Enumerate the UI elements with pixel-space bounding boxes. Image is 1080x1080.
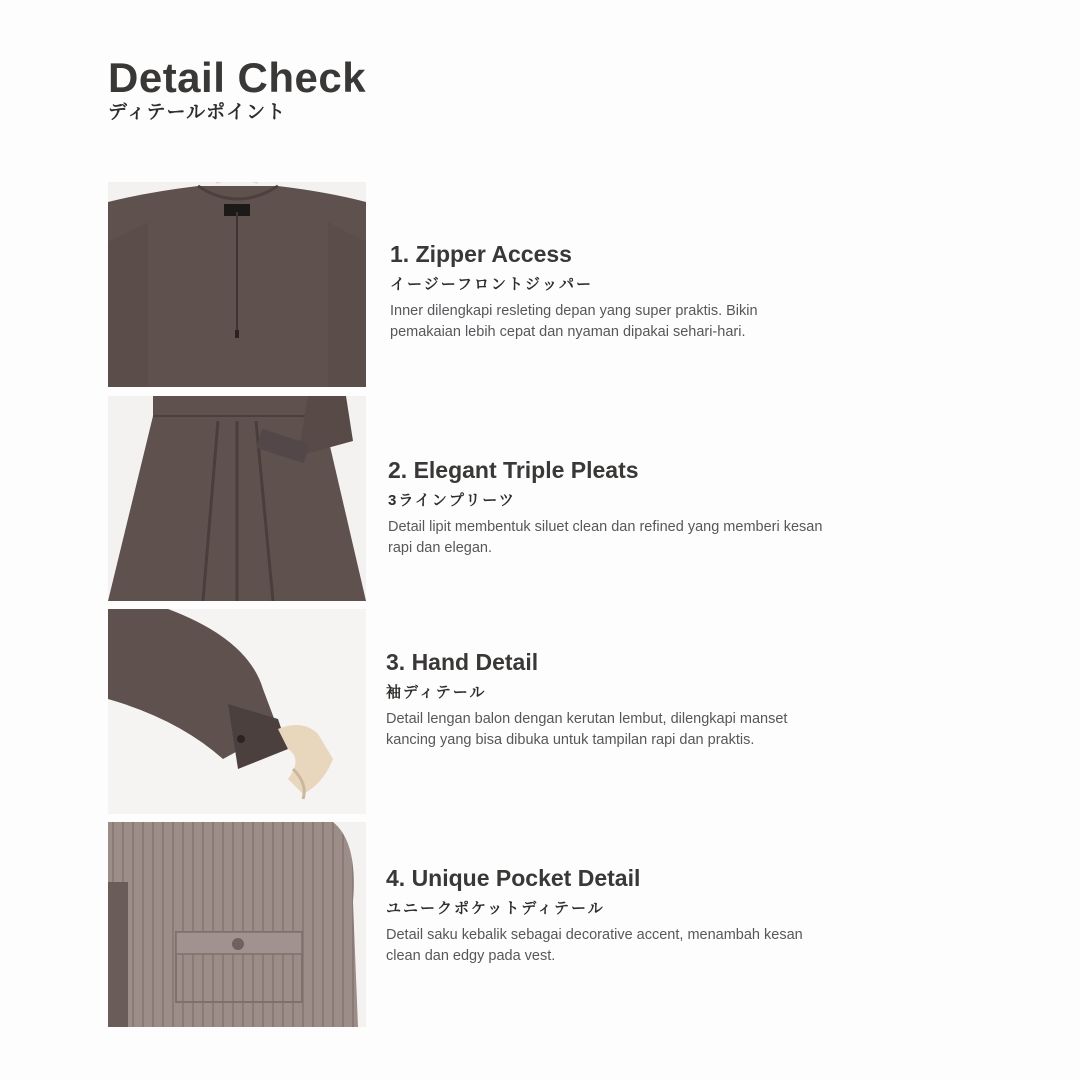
zipper-access-section xyxy=(390,240,830,342)
page-subtitle: ディテールポイント xyxy=(108,102,287,123)
item-description: Detail saku kebalik sebagai decorative accent, menambah kesan clean dan edgy pada vest. xyxy=(386,927,803,964)
item-title: 1. Zipper Access xyxy=(390,241,572,267)
item-japanese-subtitle: ユニークポケットディテール xyxy=(386,900,605,917)
hand-detail-section xyxy=(386,648,826,750)
pocket-detail-photo xyxy=(108,822,366,1027)
item-description: Inner dilengkapi resleting depan yang super praktis. Bikin pemakaian lebih cepat dan nyaman dipakai sehari-hari. xyxy=(390,303,758,340)
item-description: Detail lipit membentuk siluet clean dan refined yang memberi kesan rapi dan elegan. xyxy=(388,519,823,556)
item-title: 4. Unique Pocket Detail xyxy=(386,865,641,891)
item-title: 3. Hand Detail xyxy=(386,649,539,675)
item-description: Detail lengan balon dengan kerutan lembut, dilengkapi manset kancing yang bisa dibuka untuk tampilan rapi dan praktis. xyxy=(386,711,788,748)
page-title: Detail Check xyxy=(108,54,367,101)
zipper-detail-photo xyxy=(108,182,366,387)
item-title: 2. Elegant Triple Pleats xyxy=(388,457,639,483)
item-japanese-subtitle: 袖ディテール xyxy=(386,684,487,701)
item-japanese-subtitle: 3ラインプリーツ xyxy=(388,492,516,509)
pocket-detail-section xyxy=(386,864,826,966)
triple-pleats-section xyxy=(388,456,828,558)
pleats-detail-photo xyxy=(108,396,366,601)
sleeve-detail-photo xyxy=(108,609,366,814)
item-japanese-subtitle: イージーフロントジッパー xyxy=(390,276,593,293)
